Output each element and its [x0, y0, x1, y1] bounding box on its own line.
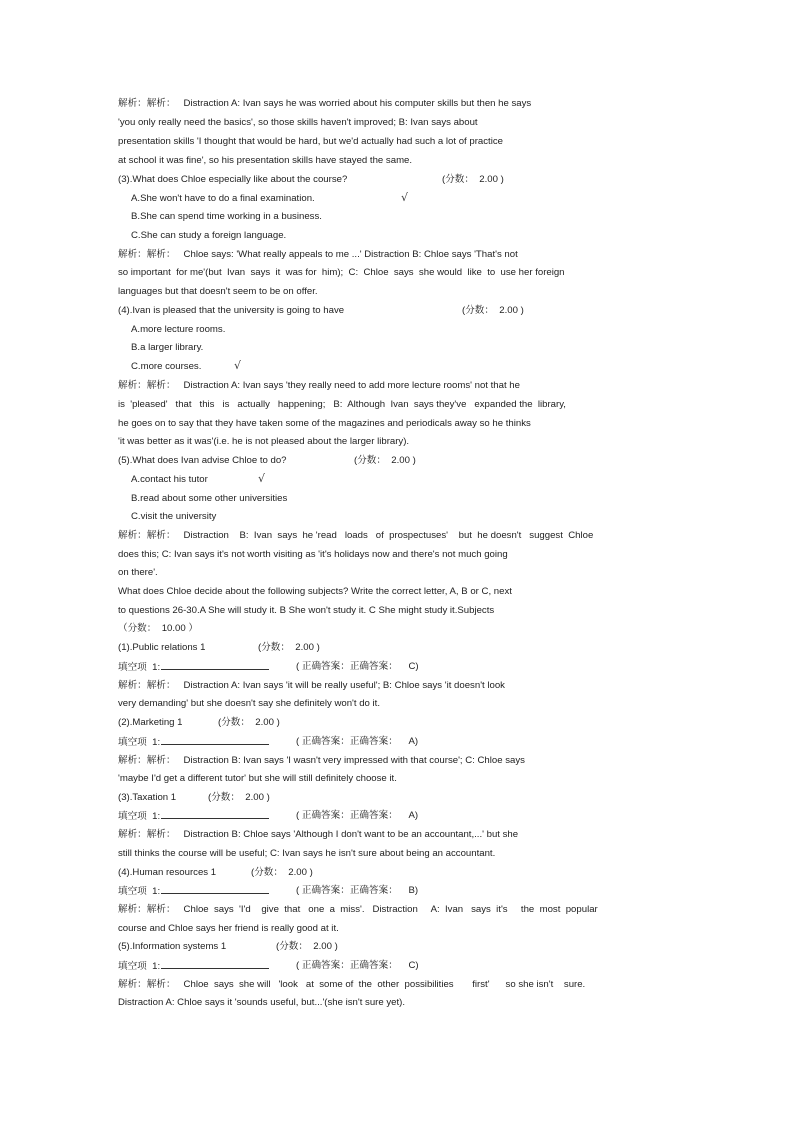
checkmark-icon: √ — [234, 359, 242, 372]
option-a: A.more lecture rooms. — [131, 324, 226, 335]
item-5-title: (5).Information systems 1 — [118, 941, 227, 952]
analysis-text: 解析：解析： Chloe says: 'What really appeals to me ...' Distraction B: Chloe says 'That's not — [118, 249, 518, 260]
item-score: (分数： 2.00 ) — [218, 717, 280, 728]
analysis-text: languages but that doesn't seem to be on offer. — [118, 286, 318, 297]
analysis-text: 解析：解析： Distraction B: Ivan says he 'read loads of prospectuses' but he doesn't suggest Chloe — [118, 530, 594, 541]
blank-label: 填空项 1: — [118, 661, 269, 674]
answer-blank[interactable] — [161, 960, 269, 969]
item-score: (分数： 2.00 ) — [208, 792, 270, 803]
answer-blank[interactable] — [161, 810, 269, 819]
analysis-text: 解析：解析： Chloe says 'I'd give that one a miss'. Distraction A: Ivan says it's the most popular — [118, 904, 598, 915]
analysis-text: course and Chloe says her friend is really good at it. — [118, 923, 339, 934]
analysis-text: on there'. — [118, 567, 158, 578]
correct-answer: ( 正确答案：正确答案： B) — [296, 885, 419, 896]
option-b: B.She can spend time working in a business. — [131, 211, 322, 222]
analysis-text: 'maybe I'd get a different tutor' but she will still definitely choose it. — [118, 773, 397, 784]
checkmark-icon: √ — [401, 191, 409, 204]
analysis-text: 解析：解析： Distraction A: Ivan says he was worried about his computer skills but then he says — [118, 98, 532, 109]
item-score: (分数： 2.00 ) — [276, 941, 338, 952]
analysis-text: at school it was fine', so his presentation skills have stayed the same. — [118, 155, 413, 166]
section-score: （分数： 10.00 ） — [118, 623, 198, 634]
analysis-text: is 'pleased' that this is actually happening; B: Although Ivan says they've expanded the library, — [118, 399, 566, 410]
option-c: C.visit the university — [131, 511, 217, 522]
item-4-title: (4).Human resources 1 — [118, 867, 217, 878]
blank-label: 填空项 1: — [118, 960, 269, 973]
answer-blank[interactable] — [161, 736, 269, 745]
item-2-title: (2).Marketing 1 — [118, 717, 183, 728]
option-b: B.read about some other universities — [131, 493, 288, 504]
option-a: A.She won't have to do a final examination. — [131, 193, 315, 204]
item-score: (分数： 2.00 ) — [258, 642, 320, 653]
question-5: (5).What does Ivan advise Chloe to do? — [118, 455, 287, 466]
analysis-text: still thinks the course will be useful; C: Ivan says he isn't sure about being an accountant. — [118, 848, 496, 859]
checkmark-icon: √ — [258, 472, 266, 485]
section-instructions: What does Chloe decide about the following subjects? Write the correct letter, A, B or C, next — [118, 586, 512, 597]
item-3-title: (3).Taxation 1 — [118, 792, 177, 803]
analysis-text: 'you only really need the basics', so those skills haven't improved; B: Ivan says about — [118, 117, 478, 128]
section-instructions: to questions 26-30.A She will study it. B She won't study it. C She might study it.Subjects — [118, 605, 495, 616]
correct-answer: ( 正确答案：正确答案： C) — [296, 661, 419, 672]
analysis-text: 解析：解析： Chloe says she will 'look at some of the other possibilities first' so she isn't sure. — [118, 979, 586, 990]
question-3: (3).What does Chloe especially like about the course? — [118, 174, 348, 185]
analysis-text: 解析：解析： Distraction B: Chloe says 'Although I don't want to be an accountant,...' but she — [118, 829, 519, 840]
question-score: (分数： 2.00 ) — [442, 174, 504, 185]
analysis-text: very demanding' but she doesn't say she definitely won't do it. — [118, 698, 381, 709]
correct-answer: ( 正确答案：正确答案： A) — [296, 736, 419, 747]
answer-blank[interactable] — [161, 885, 269, 894]
analysis-text: 解析：解析： Distraction A: Ivan says 'it will be really useful'; B: Chloe says 'it doesn't look — [118, 680, 505, 691]
analysis-text: 'it was better as it was'(i.e. he is not pleased about the larger library). — [118, 436, 410, 447]
option-c: C.She can study a foreign language. — [131, 230, 287, 241]
blank-label: 填空项 1: — [118, 810, 269, 823]
analysis-text: so important for me'(but Ivan says it was for him); C: Chloe says she would like to use her foreign — [118, 267, 565, 278]
analysis-text: 解析：解析： Distraction B: Ivan says 'I wasn't very impressed with that course'; C: Chloe says — [118, 755, 525, 766]
option-c: C.more courses. — [131, 361, 202, 372]
analysis-text: 解析：解析： Distraction A: Ivan says 'they really need to add more lecture rooms' not that he — [118, 380, 520, 391]
answer-blank[interactable] — [161, 661, 269, 670]
option-a: A.contact his tutor — [131, 474, 208, 485]
analysis-text: does this; C: Ivan says it's not worth visiting as 'it's holidays now and there's not much going — [118, 549, 508, 560]
item-score: (分数： 2.00 ) — [251, 867, 313, 878]
analysis-text: Distraction A: Chloe says it 'sounds useful, but...'(she isn't sure yet). — [118, 997, 406, 1008]
question-score: (分数： 2.00 ) — [462, 305, 524, 316]
analysis-text: presentation skills 'I thought that would be hard, but we'd actually had such a lot of practice — [118, 136, 503, 147]
item-1-title: (1).Public relations 1 — [118, 642, 206, 653]
correct-answer: ( 正确答案：正确答案： C) — [296, 960, 419, 971]
question-score: (分数： 2.00 ) — [354, 455, 416, 466]
question-4: (4).Ivan is pleased that the university is going to have — [118, 305, 345, 316]
option-b: B.a larger library. — [131, 342, 204, 353]
blank-label: 填空项 1: — [118, 736, 269, 749]
correct-answer: ( 正确答案：正确答案： A) — [296, 810, 419, 821]
analysis-text: he goes on to say that they have taken some of the magazines and periodicals away so he thinks — [118, 418, 531, 429]
blank-label: 填空项 1: — [118, 885, 269, 898]
